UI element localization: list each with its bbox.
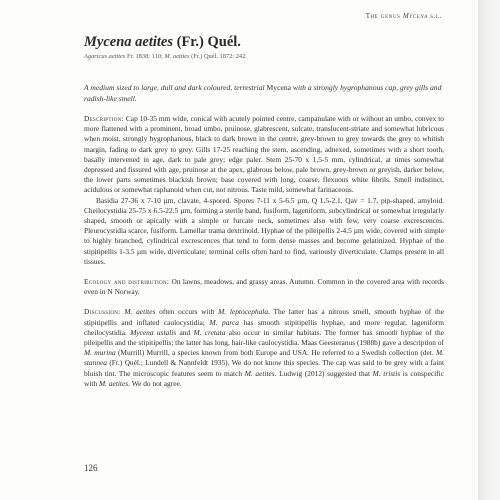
discussion-italic-8: M. aetites bbox=[244, 368, 275, 378]
synonym-1-ref: Fr. 1838: 110; bbox=[125, 53, 165, 60]
discussion-paragraph bbox=[84, 307, 444, 389]
discussion-italic-3: M. parca bbox=[209, 317, 239, 327]
page-content bbox=[84, 34, 444, 389]
species-authority: (Fr.) Quél. bbox=[173, 34, 241, 50]
discussion-italic-2: M. leptocephala bbox=[218, 307, 269, 317]
species-title bbox=[84, 34, 444, 51]
microscopy-paragraph: Basidia 27-36 x 7-10 µm, clavate, 4-spored. Spores 7-11 x 5-6.5 µm, Q 1.5-2.1, Qav = 1.7, pip-shaped, amyloid. Cheilocystidia 25-75 x 6.5-22.5 µm, forming a sterile band, fusiform, lageniform, subcylindrical or somewhat irregularly shaped, smooth or apically with a simple or furcate neck, sometimes also with few, very coarse excrescences. Pleurocystidia scarce, fusiform. Lamellar trama dextrinoid. Hyphae of the pileipellis 2-4.5 µm wide, covered with simple to highly branched, cylindrical excrescences that tend to form dense masses and become gelatinized. Hyphae of the stipitipellis 1-3.5 µm wide, diverticulate; terminal cells often hard to find, variously diverticulate. Clamps present in all tissues. bbox=[84, 195, 444, 266]
book-gutter-edge bbox=[478, 0, 500, 500]
discussion-text-2: often occurs with bbox=[155, 307, 219, 317]
discussion-italic-4: Mycena ustalis bbox=[130, 327, 177, 337]
discussion-italic-6: M. murina bbox=[84, 348, 116, 358]
ecology-label: Ecology and distribution: bbox=[84, 277, 170, 287]
ecology-text: On lawns, meadows, and grassy areas. Autumn. Common in the covered area with records even in N Norway. bbox=[84, 277, 444, 297]
discussion-text-10: is conspecific with bbox=[84, 368, 444, 388]
discussion-italic-9: M. tristis bbox=[372, 368, 401, 378]
summary-genus: Mycena bbox=[266, 83, 291, 92]
discussion-text-7: (Murrill) Murrill, a species known from both Europe and USA. He referred to a Swedish collection (det. bbox=[115, 348, 436, 358]
discussion-italic-5: M. cretata bbox=[193, 327, 226, 337]
discussion-italic-10: M. aetites bbox=[99, 378, 129, 388]
discussion-text-5: and bbox=[176, 327, 194, 337]
species-summary bbox=[84, 83, 444, 104]
discussion-italic-7: M. stannea bbox=[84, 348, 445, 368]
synonym-1: Agaricus aetites bbox=[84, 53, 126, 60]
page-number: 126 bbox=[84, 463, 98, 473]
discussion-text-9: . Ludwig (2012) suggested that bbox=[274, 368, 373, 378]
synonyms-line bbox=[84, 53, 444, 61]
description-text: Cap 10-35 mm wide, conical with acutely pointed centre, campanulate with or without an umbo, convex to more flattened with a prominent, broad umbo, pruinose, glabrescent, sulcate, translucent-striate and somewhat lubricous when moist, strongly hygrophanous, black to dark brown in the centre, grey-brown to grey towards the grey to whitish margin, fading to dark grey to grey. Gills 17-25 reaching the stem, ascending, adnexed, sometimes with a short tooth, basally intervened in age, dark to pale grey; edge paler. Stem 25-70 x 1.5-5 mm, cylindrical, at times somewhat depressed and fissured with age, pruinose at the apex, glabrous below, pale brown, grey-brown or greyish, darker below, the lower parts sometimes blackish brown; base covered with long, coarse, flexuous white fibrils. Smell indistinct, acidulous or somewhat raphanoid when cut, not nitrous. Taste mild, somewhat farinaceous. bbox=[84, 114, 444, 195]
discussion-text-3: . The latter has a nitrous smell, smooth hyphae of the stipitipellis and inflated caulocystidia; bbox=[84, 307, 444, 327]
species-name: Mycena aetites bbox=[84, 34, 173, 50]
discussion-text-4: has smooth stipitipellis hyphae, and more regular, lageniform cheilocystidia. bbox=[84, 317, 444, 337]
discussion-italic-1: M. aetites bbox=[124, 307, 156, 317]
running-head bbox=[366, 12, 442, 20]
running-head-suffix: s.l. bbox=[427, 12, 442, 20]
summary-part-3: with a strongly hygrophanous cap, grey gills and radish-like smell. bbox=[84, 83, 442, 103]
discussion-text-11: . We do not agree. bbox=[128, 378, 182, 388]
description-label: Description: bbox=[84, 114, 124, 123]
running-head-prefix: The genus bbox=[365, 12, 403, 20]
summary-part-1: A medium sized to large, dull and dark coloured, terrestrial bbox=[84, 83, 267, 92]
ecology-paragraph bbox=[84, 277, 444, 297]
discussion-label: Discussion: bbox=[84, 307, 121, 317]
running-head-genus: Mycena bbox=[402, 12, 428, 20]
synonym-2: M. aetites bbox=[164, 53, 190, 60]
synonym-2-ref: (Fr.) Quél. 1872: 242. bbox=[189, 53, 247, 60]
discussion-text-6: also occur in similar habitats. The former has smooth hyphae of the pileipellis and the stipitipellis; the latter has long, hair-like caulocystidia. Maas Geesteranus (1988b) gave a description of bbox=[84, 327, 444, 348]
description-paragraph bbox=[84, 114, 444, 196]
discussion-text-8: (Fr.) Quél.; Lundell & Nannfeldt 1935). We do not know this species. The cap was said to be grey with a faint bluish tint. The microscopic features seem to match bbox=[84, 358, 444, 378]
